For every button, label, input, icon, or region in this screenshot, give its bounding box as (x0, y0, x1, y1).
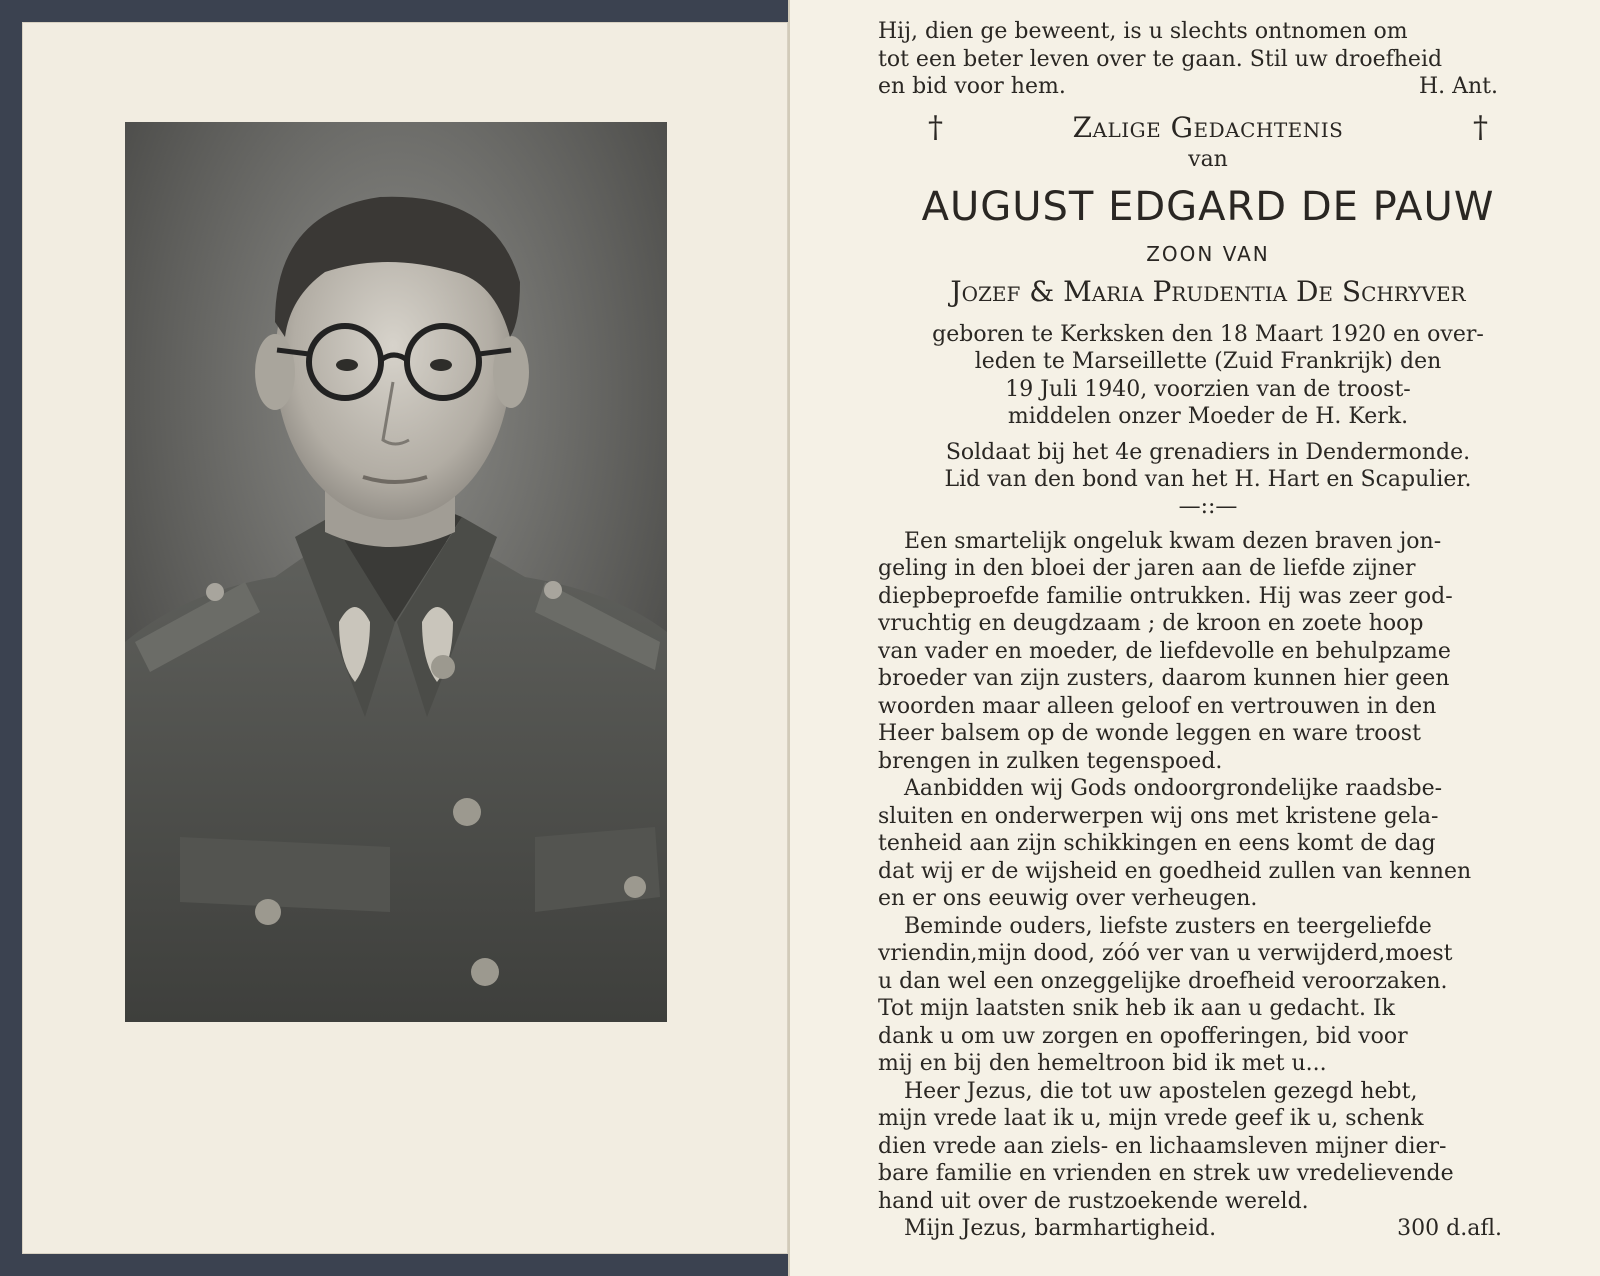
paragraph-line: dank u om uw zorgen en opofferingen, bid voor (878, 1023, 1408, 1049)
quote-last-line (878, 73, 1538, 101)
portrait-card (22, 22, 788, 1254)
quote-line (878, 18, 1538, 46)
bio-line: 19 Juli 1940, voorzien van de troost- (1005, 376, 1411, 402)
paragraph-line: woorden maar alleen geloof en vertrouwen in den (878, 693, 1437, 719)
quote-line (878, 46, 1538, 74)
paragraph-line: Aanbidden wij Gods ondoorgrondelijke raadsbe- (904, 776, 1443, 801)
paragraph-line: Heer balsem op de wonde leggen en ware troost (878, 721, 1421, 746)
quote-attribution: H. Ant. (1418, 74, 1498, 99)
bio-line: geboren te Kerksken den 18 Maart 1920 en over- (932, 321, 1484, 347)
paragraph-line: broeder van zijn zusters, daarom kunnen hier geen (878, 666, 1450, 691)
paragraph-line: bare familie en vrienden en strek uw vredelievende (878, 1161, 1454, 1186)
paragraph (878, 528, 1538, 776)
paragraph-line: Tot mijn laatsten snik heb ik aan u gedacht. Ik (878, 996, 1395, 1021)
paragraph (878, 775, 1538, 913)
paragraph-line: tenheid aan zijn schikkingen en eens komt de dag (878, 831, 1436, 856)
memorial-heading (928, 111, 1488, 145)
deceased-name: AUGUST EDGARD DE PAUW (921, 183, 1495, 230)
paragraph-line: geling in den bloei der jaren aan de liefde zijner (878, 556, 1416, 581)
cross-icon: † (928, 109, 943, 145)
service-line: Soldaat bij het 4e grenadiers in Dendermonde. (945, 439, 1471, 465)
quote-line-text: Hij, dien ge beweent, is u slechts ontnomen om (878, 19, 1408, 44)
paragraph-line: u dan wel een onzeggelijke droefheid veroorzaken. (878, 968, 1448, 994)
paragraph-line: mij en bij den hemeltroon bid ik met u... (878, 1051, 1327, 1076)
heading-van: van (1188, 146, 1228, 172)
paragraph-line: dien vrede aan ziels- en lichaamsleven mijner dier- (878, 1133, 1447, 1159)
closing-prayer: Mijn Jezus, barmhartigheid. (904, 1216, 1217, 1241)
paragraph-line: en er ons eeuwig over verheugen. (878, 886, 1258, 911)
paragraph-line: brengen in zulken tegenspoed. (878, 748, 1223, 774)
bio-line: leden te Marseillette (Zuid Frankrijk) den (974, 349, 1442, 374)
bio-line: middelen onzer Moeder de H. Kerk. (1007, 404, 1409, 429)
paragraph (878, 1078, 1538, 1216)
paragraph-line: vruchtig en deugdzaam ; de kroon en zoete hoop (878, 611, 1424, 636)
divider-ornament: —::— (1178, 493, 1238, 519)
paragraph-line: mijn vrede laat ik u, mijn vrede geef ik u, schenk (878, 1106, 1424, 1131)
paragraph-line: dat wij er de wijsheid en goedheid zullen van kennen (878, 858, 1472, 884)
quote-line-text: tot een beter leven over te gaan. Stil uw droefheid (878, 46, 1443, 72)
memorial-text-card (788, 0, 1600, 1276)
indulgence-note: 300 d.afl. (1397, 1216, 1502, 1241)
paragraph-line: Heer Jezus, die tot uw apostelen gezegd hebt, (904, 1078, 1418, 1104)
service-line: Lid van den bond van het H. Hart en Scapulier. (944, 467, 1472, 492)
memorial-text (878, 18, 1538, 1243)
paragraph-line: diepbeproefde familie ontrukken. Hij was zeer god- (878, 583, 1453, 609)
portrait-photo (125, 122, 667, 1022)
paragraph-line: Beminde ouders, liefste zusters en teergeliefde (904, 913, 1432, 939)
cross-icon: † (1472, 109, 1488, 145)
paragraph-line: vriendin,mijn dood, zóó ver van u verwijderd,moest (878, 941, 1453, 966)
quote-line-text: en bid voor hem. (878, 74, 1066, 99)
paragraph-line: hand uit over de rustzoekende wereld. (878, 1188, 1309, 1214)
soldier-portrait-image (125, 122, 667, 1022)
zoon-van-label: ZOON VAN (1146, 241, 1270, 266)
paragraph-line: van vader en moeder, de liefdevolle en behulpzame (878, 638, 1451, 664)
paragraph-line: Een smartelijk ongeluk kwam dezen braven jon- (904, 528, 1442, 554)
parents-names: Jozef & Maria Prudentia De Schryver (950, 274, 1466, 308)
paragraph (878, 913, 1538, 1078)
paragraph-line: sluiten en onderwerpen wij ons met kristene gela- (878, 803, 1439, 829)
closing-line (878, 1215, 1538, 1243)
heading-title: Zalige Gedachtenis (1072, 111, 1344, 144)
